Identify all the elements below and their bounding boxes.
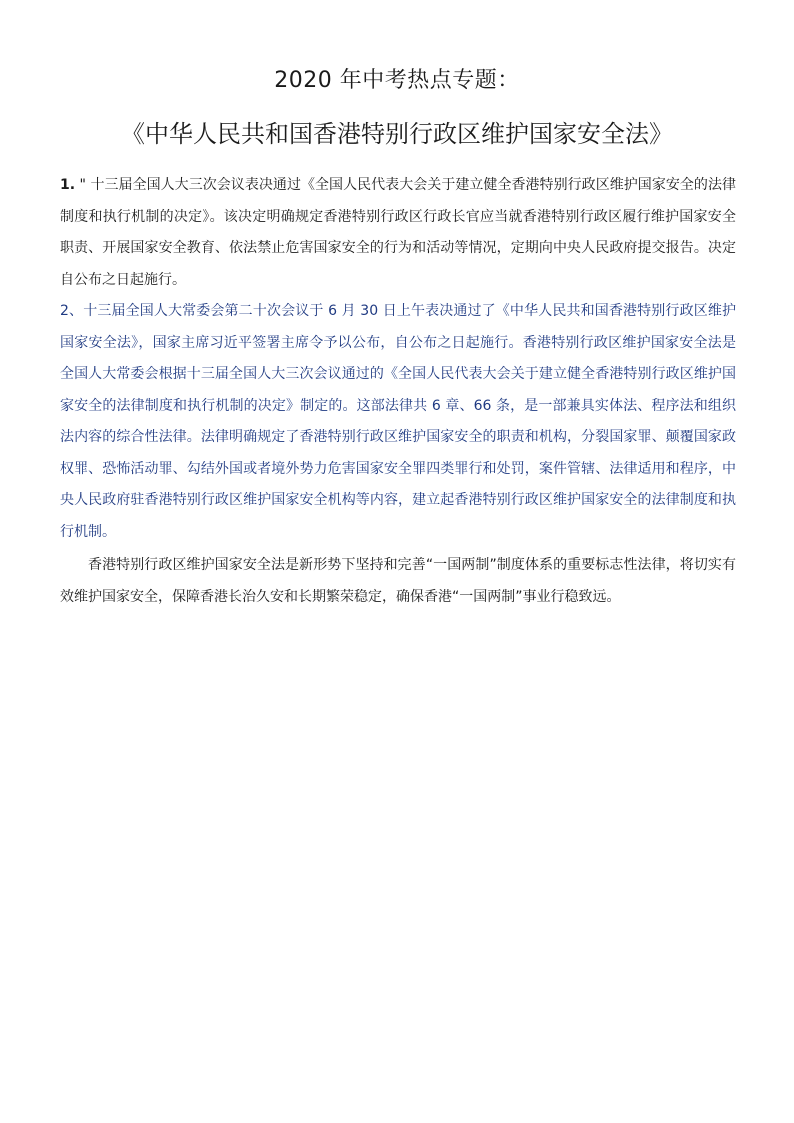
paragraph-2-number: 2、: [60, 303, 84, 319]
document-subtitle: 《中华人民共和国香港特别行政区维护国家安全法》: [121, 120, 673, 148]
paragraph-1-number: 1.: [60, 177, 76, 193]
paragraph-1: [60, 170, 736, 296]
paragraph-1-text: " 十三届全国人大三次会议表决通过《全国人民代表大会关于建立健全香港特别行政区维护国家安全的法律制度和执行机制的决定》。该决定明确规定香港特别行政区行政长官应当就香港特别行政区履行维护国家安全职责、开展国家安全教育、依法禁止危害国家安全的行为和活动等情况，定期向中央人民政府提交报告。决定自公布之日起施行。: [60, 177, 736, 288]
document-body: [60, 170, 736, 613]
paragraph-2: [60, 296, 736, 548]
paragraph-3: 香港特别行政区维护国家安全法是新形势下坚持和完善“一国两制”制度体系的重要标志性法律，将切实有效维护国家安全，保障香港长治久安和长期繁荣稳定，确保香港“一国两制”事业行稳致远。: [60, 557, 736, 605]
paragraph-2-text: 十三届全国人大常委会第二十次会议于 6 月 30 日上午表决通过了《中华人民共和国香港特别行政区维护国家安全法》，国家主席习近平签署主席令予以公布，自公布之日起施行。香港特别行政区维护国家安全法是全国人大常委会根据十三届全国人大三次会议通过的《全国人民代表大会关于建立健全香港特别行政区维护国家安全的法律制度和执行机制的决定》制定的。这部法律共 6 章、66 条，是一部兼具实体法、程序法和组织法内容的综合性法律。法律明确规定了香港特别行政区维护国家安全的职责和机构，分裂国家罪、颠覆国家政权罪、恐怖活动罪、勾结外国或者境外势力危害国家安全罪四类罪行和处罚，案件管辖、法律适用和程序，中央人民政府驻香港特别行政区维护国家安全机构等内容，建立起香港特别行政区维护国家安全的法律制度和执行机制。: [60, 303, 736, 540]
document-title: 2020 年中考热点专题：: [274, 68, 520, 93]
